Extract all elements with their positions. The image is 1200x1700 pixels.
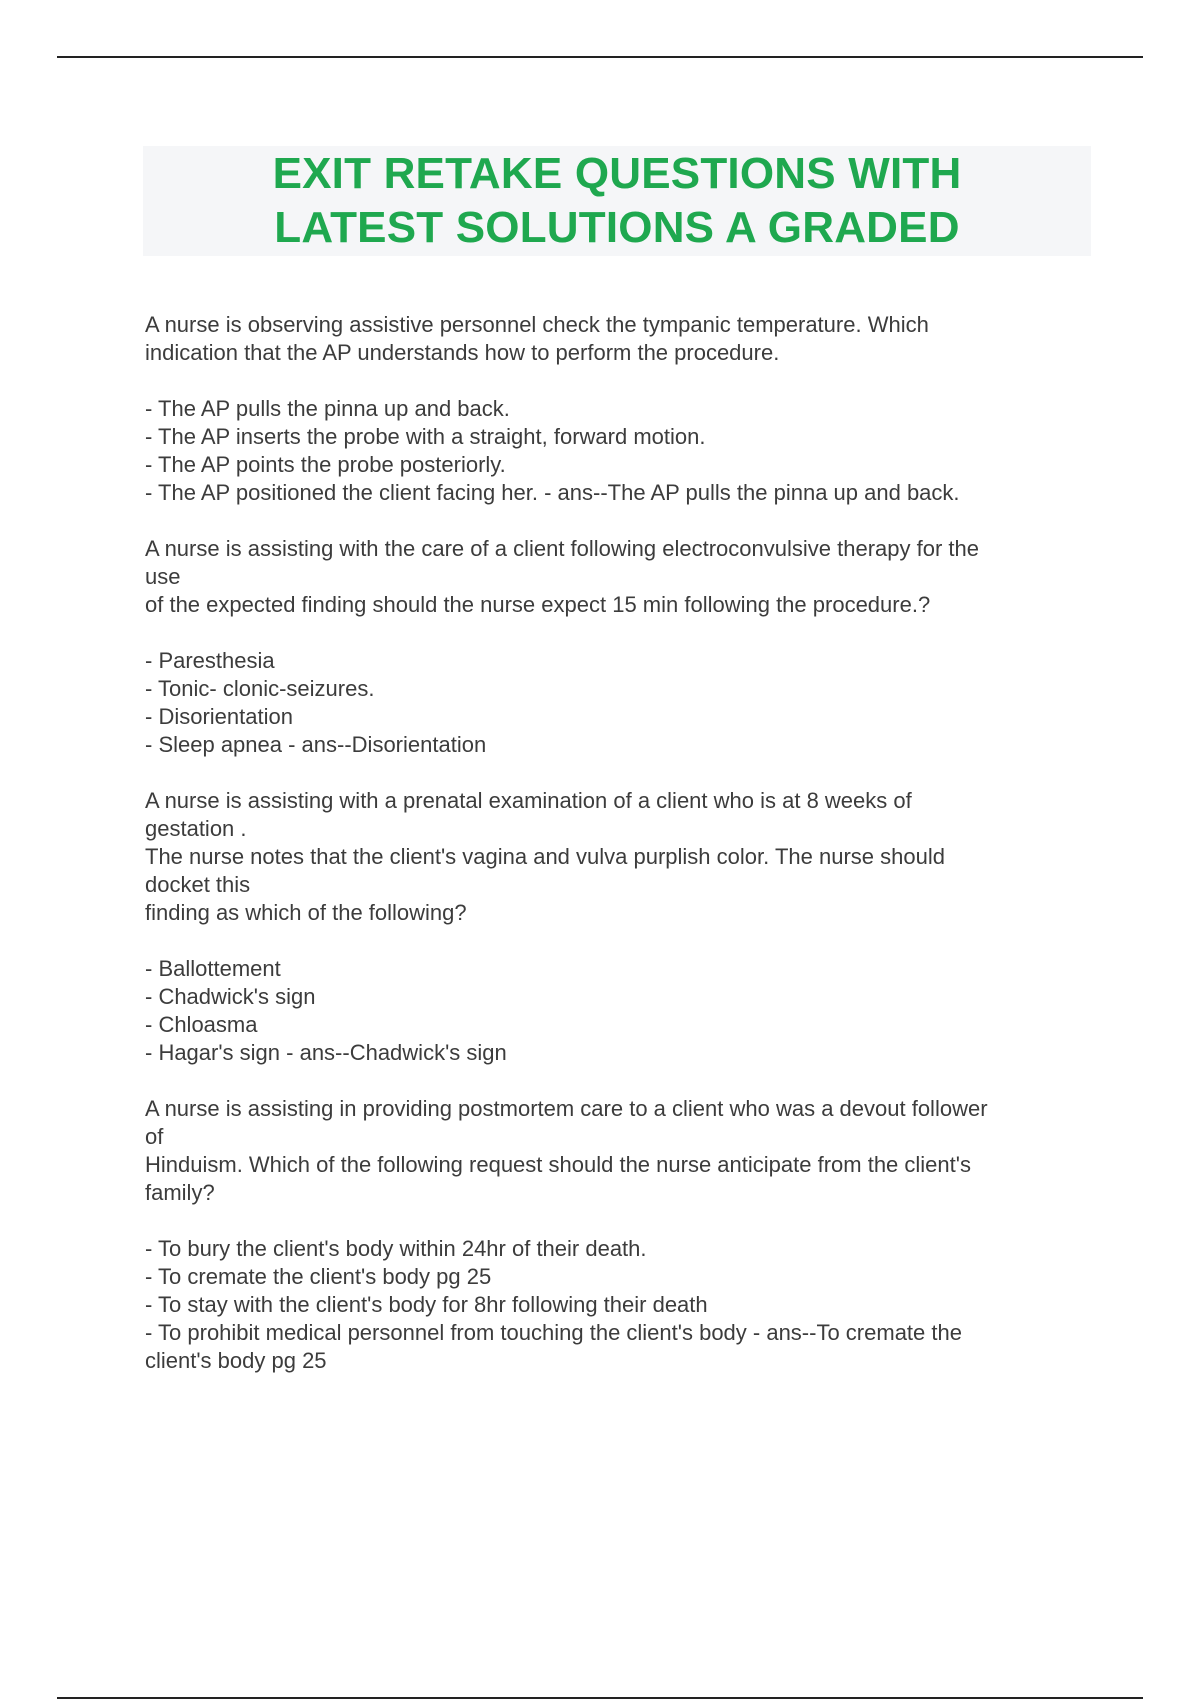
- answer-options: [145, 955, 1080, 1067]
- question-text: A nurse is assisting with a prenatal examination of a client who is at 8 weeks of gestation . The nurse notes that the client's vagina and vulva purplish color. The nurse should docket this finding as which of the following?: [145, 788, 945, 925]
- title-banner: [143, 146, 1091, 256]
- question-text: A nurse is observing assistive personnel check the tympanic temperature. Which indication that the AP understands how to perform the procedure.: [145, 312, 929, 365]
- question-text: A nurse is assisting with the care of a client following electroconvulsive therapy for the use of the expected finding should the nurse expect 15 min following the procedure.?: [145, 536, 979, 617]
- answer-option: - Hagar's sign - ans--Chadwick's sign: [145, 1040, 507, 1065]
- answer-option: - The AP points the probe posteriorly.: [145, 452, 506, 477]
- answer-option: - Disorientation: [145, 704, 293, 729]
- answer-options: [145, 395, 1080, 507]
- question-1: [145, 311, 1080, 507]
- answer-option: - To cremate the client's body pg 25: [145, 1264, 492, 1289]
- top-divider: [57, 56, 1143, 58]
- answer-options: [145, 1235, 1080, 1375]
- document-title: EXIT RETAKE QUESTIONS WITH LATEST SOLUTIONS A GRADED: [272, 149, 962, 252]
- question-4: [145, 1095, 1080, 1375]
- answer-option: - To prohibit medical personnel from touching the client's body - ans--To cremate the client's body pg 25: [145, 1320, 962, 1373]
- question-text: A nurse is assisting in providing postmortem care to a client who was a devout follower of Hinduism. Which of the following request should the nurse anticipate from the client's family?: [145, 1096, 988, 1205]
- bottom-divider: [57, 1697, 1143, 1699]
- answer-option: - Tonic- clonic-seizures.: [145, 676, 375, 701]
- answer-option: - Ballottement: [145, 956, 281, 981]
- answer-option: - Paresthesia: [145, 648, 275, 673]
- answer-option: - The AP pulls the pinna up and back.: [145, 396, 510, 421]
- answer-option: - Sleep apnea - ans--Disorientation: [145, 732, 487, 757]
- answer-option: - The AP positioned the client facing her. - ans--The AP pulls the pinna up and back.: [145, 480, 960, 505]
- answer-option: - To stay with the client's body for 8hr following their death: [145, 1292, 708, 1317]
- question-3: [145, 787, 1080, 1067]
- question-2: [145, 535, 1080, 759]
- answer-option: - To bury the client's body within 24hr of their death.: [145, 1236, 647, 1261]
- question-list: [145, 311, 1080, 1403]
- answer-option: - Chloasma: [145, 1012, 258, 1037]
- answer-options: [145, 647, 1080, 759]
- answer-option: - The AP inserts the probe with a straight, forward motion.: [145, 424, 706, 449]
- answer-option: - Chadwick's sign: [145, 984, 316, 1009]
